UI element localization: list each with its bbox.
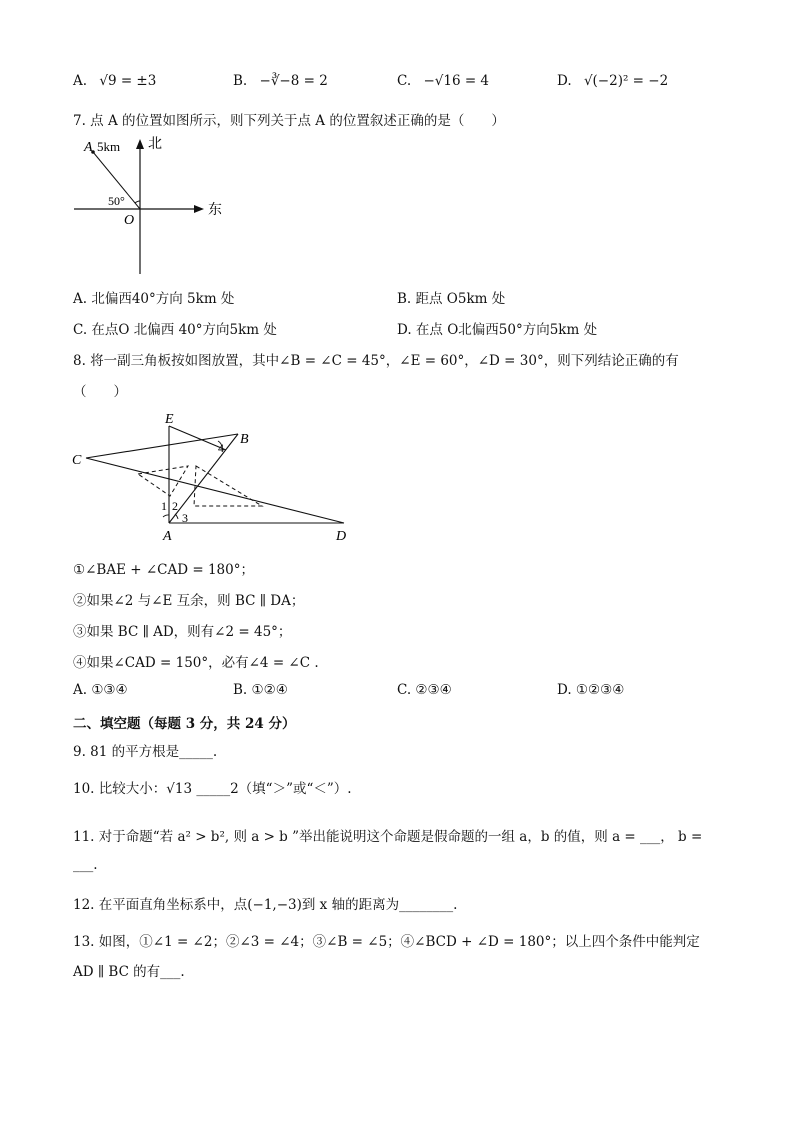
east-label: 东 — [208, 203, 222, 218]
inner-dashed-triangle-left — [138, 466, 188, 496]
q8-option-c: C. ②③④ — [397, 682, 452, 698]
vertex-a-label: A — [163, 529, 172, 544]
q8-triangles-figure — [66, 406, 366, 548]
option-expression: −√16 = 4 — [423, 73, 490, 89]
vertex-b-label: B — [240, 432, 249, 447]
q6-option-b — [233, 73, 328, 89]
q8-statement-4: ④如果∠CAD = 150°，必有∠4 = ∠C . — [73, 655, 319, 671]
option-letter: C. — [397, 73, 412, 89]
q6-option-c — [397, 73, 489, 89]
q8-option-d: D. ①②③④ — [557, 682, 625, 698]
inner-dashed-triangle-right — [194, 466, 262, 506]
option-expression: √9 = ±3 — [99, 73, 157, 89]
q7-option-b: B. 距点 O5km 处 — [397, 291, 506, 307]
origin-label: O — [124, 213, 135, 228]
option-expression: −∛−8 = 2 — [259, 73, 328, 89]
angle-arc — [135, 201, 140, 203]
angle-1-label: 1 — [161, 499, 167, 513]
q7-option-d: D. 在点 O北偏西50°方向5km 处 — [397, 322, 598, 338]
distance-label: 5km — [97, 139, 121, 154]
q7-option-a: A. 北偏西40°方向 5km 处 — [73, 291, 235, 307]
segment-ab — [169, 434, 238, 523]
north-label: 北 — [148, 137, 162, 152]
q6-option-d — [557, 73, 668, 89]
q7-direction-figure — [70, 134, 240, 278]
option-letter: D. — [557, 73, 572, 89]
option-letter: A. — [73, 73, 88, 89]
angle-arc-1 — [163, 515, 169, 517]
option-letter: B. — [233, 73, 248, 89]
q8-option-a: A. ①③④ — [73, 682, 128, 698]
q8-statement-1: ①∠BAE + ∠CAD = 180°； — [73, 562, 254, 578]
q7-option-c: C. 在点O 北偏西 40°方向5km 处 — [73, 322, 277, 338]
q13-line-2: AD ∥ BC 的有___. — [73, 964, 185, 980]
q6-option-a — [73, 73, 156, 89]
q7-stem: 7. 点 A 的位置如图所示，则下列关于点 A 的位置叙述正确的是（ ） — [73, 113, 505, 129]
q11-line-2: ___. — [73, 857, 98, 873]
vertex-e-label: E — [165, 412, 174, 427]
option-expression: √(−2)² = −2 — [583, 73, 669, 89]
vertex-c-label: C — [72, 453, 82, 468]
q8-statement-3: ③如果 BC ∥ AD，则有∠2 = 45°； — [73, 624, 292, 640]
segment-cd — [86, 458, 344, 523]
q8-stem: 8. 将一副三角板按如图放置，其中∠B = ∠C = 45°，∠E = 60°，∠D = 30°，则下列结论正确的有 — [73, 353, 679, 369]
section-heading: 二、填空题（每题 3 分，共 24 分） — [73, 716, 296, 732]
q8-stem-paren: （ ） — [73, 384, 127, 400]
north-arrowhead — [136, 139, 144, 149]
east-arrowhead — [194, 205, 204, 213]
angle-2-label: 2 — [172, 499, 178, 513]
q8-statement-2: ②如果∠2 与∠E 互余，则 BC ∥ DA； — [73, 593, 305, 609]
angle-arc-3 — [175, 514, 178, 519]
q12: 12. 在平面直角坐标系中，点(−1,−3)到 x 轴的距离为________. — [73, 897, 458, 913]
point-a-label: A — [84, 140, 93, 155]
q10: 10. 比较大小：√13 _____2（填“＞”或“＜”）. — [73, 781, 352, 797]
q8-option-b: B. ①②④ — [233, 682, 288, 698]
q11-line-1: 11. 对于命题“若 a² > b², 则 a > b ”举出能说明这个命题是假命题的一组 a，b 的值，则 a = ___， b = — [73, 829, 703, 845]
angle-4-label: 4 — [218, 441, 224, 455]
q9: 9. 81 的平方根是_____. — [73, 744, 218, 760]
vertex-d-label: D — [336, 529, 347, 544]
angle-label: 50° — [108, 194, 125, 208]
angle-3-label: 3 — [182, 511, 188, 525]
q13-line-1: 13. 如图，①∠1 = ∠2；②∠3 = ∠4；③∠B = ∠5；④∠BCD + ∠D = 180°；以上四个条件中能判定 — [73, 934, 700, 950]
